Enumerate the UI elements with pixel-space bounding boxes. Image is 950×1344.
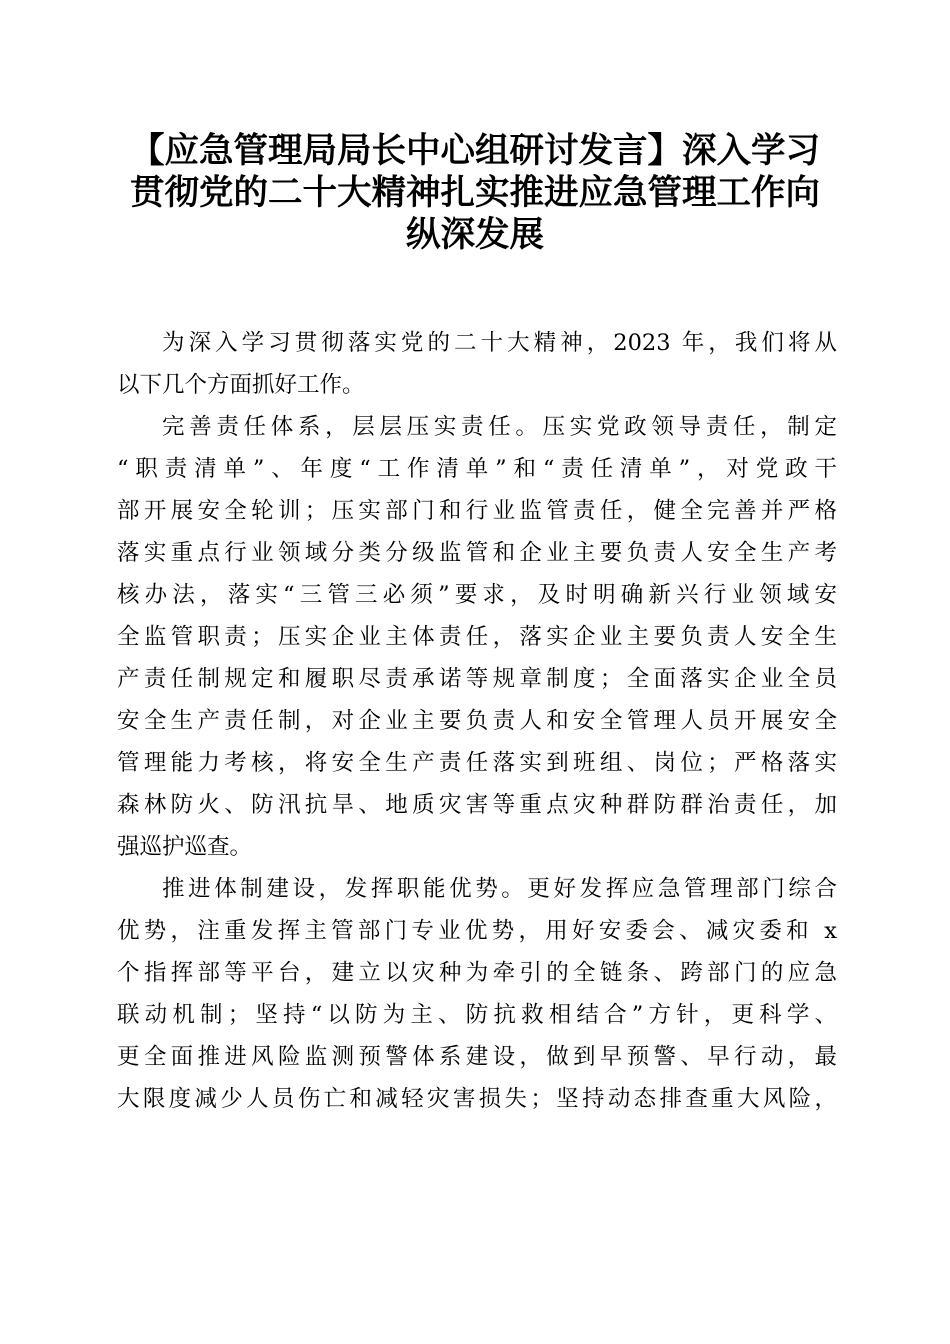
- text-line: 更全面推进风险监测预警体系建设，做到早预警、早行动，最: [117, 1044, 837, 1070]
- text-line: 管理能力考核，将安全生产责任落实到班组、岗位；严格落实: [117, 750, 837, 776]
- text-line: 部开展安全轮训；压实部门和行业监管责任，健全完善并严格: [117, 498, 837, 524]
- text-line: 为深入学习贯彻落实党的二十大精神，2023 年，我们将从: [162, 330, 837, 356]
- text-line: 以下几个方面抓好工作。: [117, 372, 365, 398]
- title-line: 纵深发展: [406, 215, 544, 255]
- text-line: 产责任制规定和履职尽责承诺等规章制度；全面落实企业全员: [117, 666, 837, 692]
- text-line: 联动机制；坚持“以防为主、防抗救相结合”方针，更科学、: [117, 1002, 837, 1028]
- document-title: [100, 130, 850, 256]
- text-line: 优势，注重发挥主管部门专业优势，用好安委会、减灾委和 x: [117, 918, 837, 944]
- paragraph-intro: [117, 322, 837, 406]
- text-line: 核办法，落实“三管三必须”要求，及时明确新兴行业领域安: [117, 582, 837, 608]
- text-line: 落实重点行业领域分类分级监管和企业主要负责人安全生产考: [117, 540, 837, 566]
- paragraph-system: [117, 868, 837, 1120]
- title-line: 【应急管理局局长中心组研讨发言】深入学习: [130, 131, 820, 171]
- text-line: 安全生产责任制，对企业主要负责人和安全管理人员开展安全: [117, 708, 837, 734]
- text-line: 强巡护巡查。: [117, 834, 253, 860]
- text-line: “职责清单”、年度“工作清单”和“责任清单”，对党政干: [117, 456, 837, 482]
- paragraph-responsibility: [117, 406, 837, 868]
- text-line: 个指挥部等平台，建立以灾种为牵引的全链条、跨部门的应急: [117, 960, 837, 986]
- text-line: 森林防火、防汛抗旱、地质灾害等重点灾种群防群治责任，加: [117, 792, 837, 818]
- title-line: 贯彻党的二十大精神扎实推进应急管理工作向: [130, 173, 820, 213]
- document-body: [117, 322, 837, 1120]
- text-line: 大限度减少人员伤亡和减轻灾害损失；坚持动态排查重大风险，: [117, 1086, 837, 1112]
- text-line: 完善责任体系，层层压实责任。压实党政领导责任，制定: [162, 414, 837, 440]
- text-line: 推进体制建设，发挥职能优势。更好发挥应急管理部门综合: [162, 876, 837, 902]
- text-line: 全监管职责；压实企业主体责任，落实企业主要负责人安全生: [117, 624, 837, 650]
